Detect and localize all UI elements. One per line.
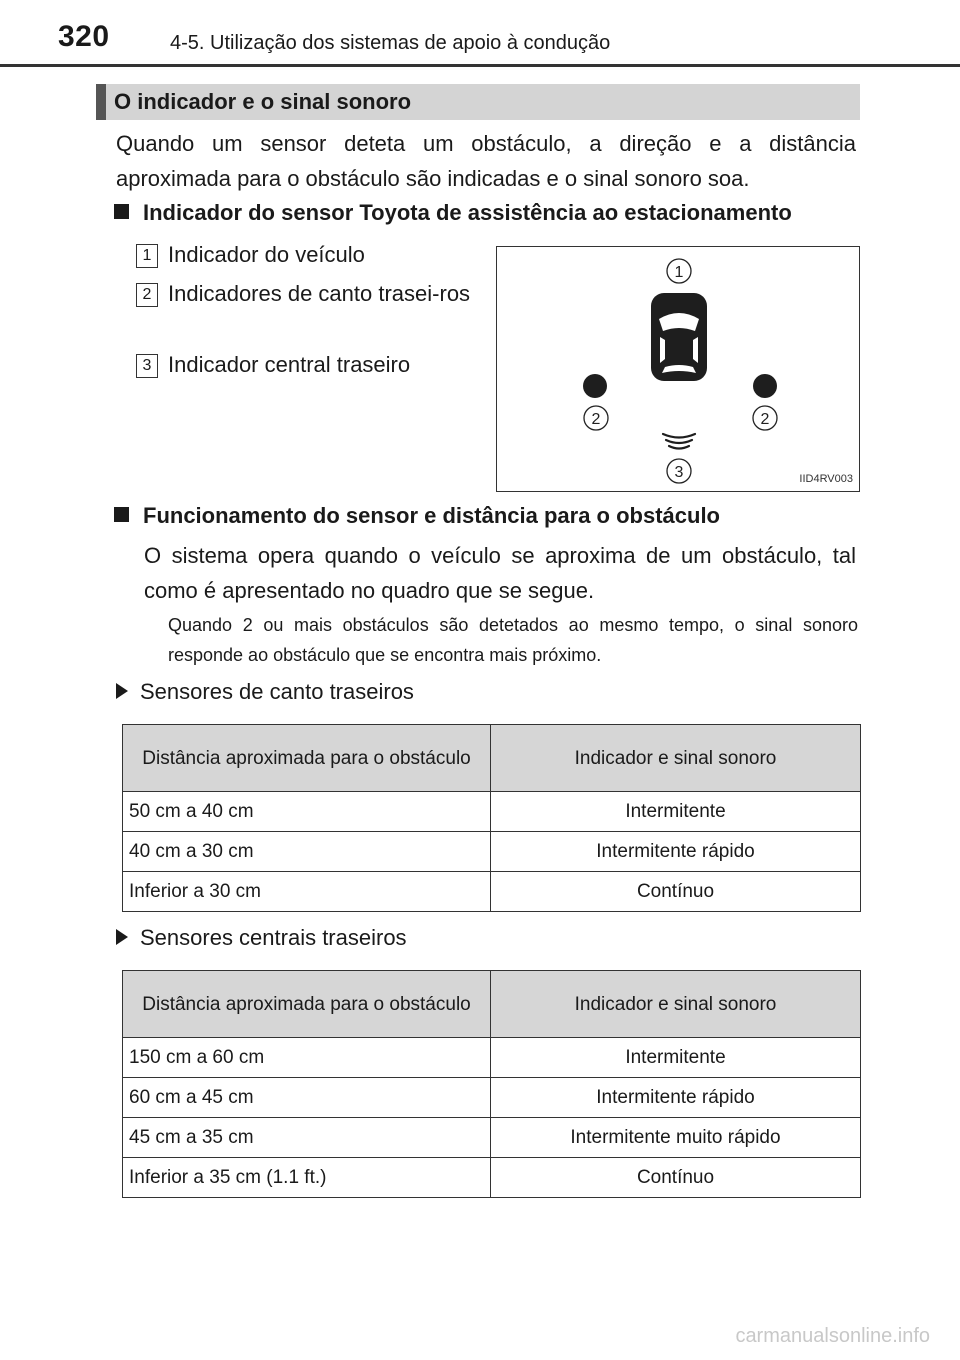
center-sensors-heading-text: Sensores centrais traseiros [140,925,407,950]
table-row [123,1118,861,1158]
section-title: O indicador e o sinal sonoro [114,89,412,114]
table-row [123,792,861,832]
svg-text:1: 1 [674,264,684,281]
table-row [123,872,861,912]
operation-heading-text: Funcionamento do sensor e distância para o obstáculo [143,503,720,528]
table-header-cell: Distância aproximada para o obstáculo [123,971,491,1038]
operation-heading [114,503,720,529]
corner-sensors-table [122,724,861,912]
figure-label-2-right [753,406,777,430]
table-cell: Intermitente rápido [491,832,861,872]
table-cell: 60 cm a 45 cm [123,1078,491,1118]
table-cell: 40 cm a 30 cm [123,832,491,872]
figure-code: IID4RV003 [799,473,853,485]
table-header-cell: Indicador e sinal sonoro [491,725,861,792]
triangle-bullet-icon [116,929,128,945]
watermark: carmanualsonline.info [735,1325,930,1347]
table-cell: Intermitente muito rápido [491,1118,861,1158]
list-item-text: Indicador do veículo [168,242,365,267]
svg-text:3: 3 [674,464,684,481]
left-corner-indicator [583,374,607,398]
list-item-text: Indicador central traseiro [168,352,411,377]
number-box: 3 [136,354,158,378]
chapter-title: 4-5. Utilização dos sistemas de apoio à condução [170,32,611,54]
header-rule [0,64,960,67]
page-header [0,0,960,68]
center-rear-indicator [663,434,695,449]
table-cell: 45 cm a 35 cm [123,1118,491,1158]
center-sensors-heading [116,925,407,951]
figure-label-1 [667,259,691,283]
table-row [123,1158,861,1198]
vehicle-icon [651,293,707,381]
center-sensors-table [122,970,861,1198]
table-cell: Intermitente [491,792,861,832]
table-cell: 150 cm a 60 cm [123,1038,491,1078]
square-bullet-icon [114,507,129,522]
page-number: 320 [58,20,110,53]
note-paragraph: Quando 2 ou mais obstáculos são detetados ao mesmo tempo, o sinal sonoro responde ao obstáculo que se encontra mais próximo. [168,615,858,665]
number-box: 1 [136,244,158,268]
section-title-bar [96,84,860,120]
table-header-row [123,725,861,792]
figure-label-2-left [584,406,608,430]
figure-label-3 [667,459,691,483]
list-item [136,276,476,312]
table-cell: Intermitente rápido [491,1078,861,1118]
list-item [136,237,476,273]
corner-sensors-heading-text: Sensores de canto traseiros [140,679,414,704]
table-cell: Intermitente [491,1038,861,1078]
number-box: 2 [136,283,158,307]
right-corner-indicator [753,374,777,398]
table-header-cell: Indicador e sinal sonoro [491,971,861,1038]
indicator-heading-text: Indicador do sensor Toyota de assistência ao estacionamento [143,200,792,225]
table-header-cell: Distância aproximada para o obstáculo [123,725,491,792]
indicator-diagram [497,247,859,491]
table-row [123,1078,861,1118]
table-cell: Inferior a 30 cm [123,872,491,912]
table-cell: Contínuo [491,1158,861,1198]
square-bullet-icon [114,204,129,219]
table-cell: 50 cm a 40 cm [123,792,491,832]
list-item-text: Indicadores de canto trasei-ros [168,281,471,306]
section-accent [96,84,106,120]
corner-sensors-heading [116,679,414,705]
svg-text:2: 2 [591,411,601,428]
indicator-figure [496,246,860,492]
svg-text:2: 2 [760,411,770,428]
table-cell: Contínuo [491,872,861,912]
indicator-heading [114,200,792,226]
intro-paragraph: Quando um sensor deteta um obstáculo, a direção e a distância aproximada para o obstáculo são indicadas e o sinal sonoro soa. [116,131,856,191]
triangle-bullet-icon [116,683,128,699]
table-cell: Inferior a 35 cm (1.1 ft.) [123,1158,491,1198]
table-row [123,1038,861,1078]
operation-paragraph: O sistema opera quando o veículo se aproxima de um obstáculo, tal como é apresentado no quadro que se segue. [144,543,856,603]
table-header-row [123,971,861,1038]
list-item [136,347,476,383]
table-row [123,832,861,872]
